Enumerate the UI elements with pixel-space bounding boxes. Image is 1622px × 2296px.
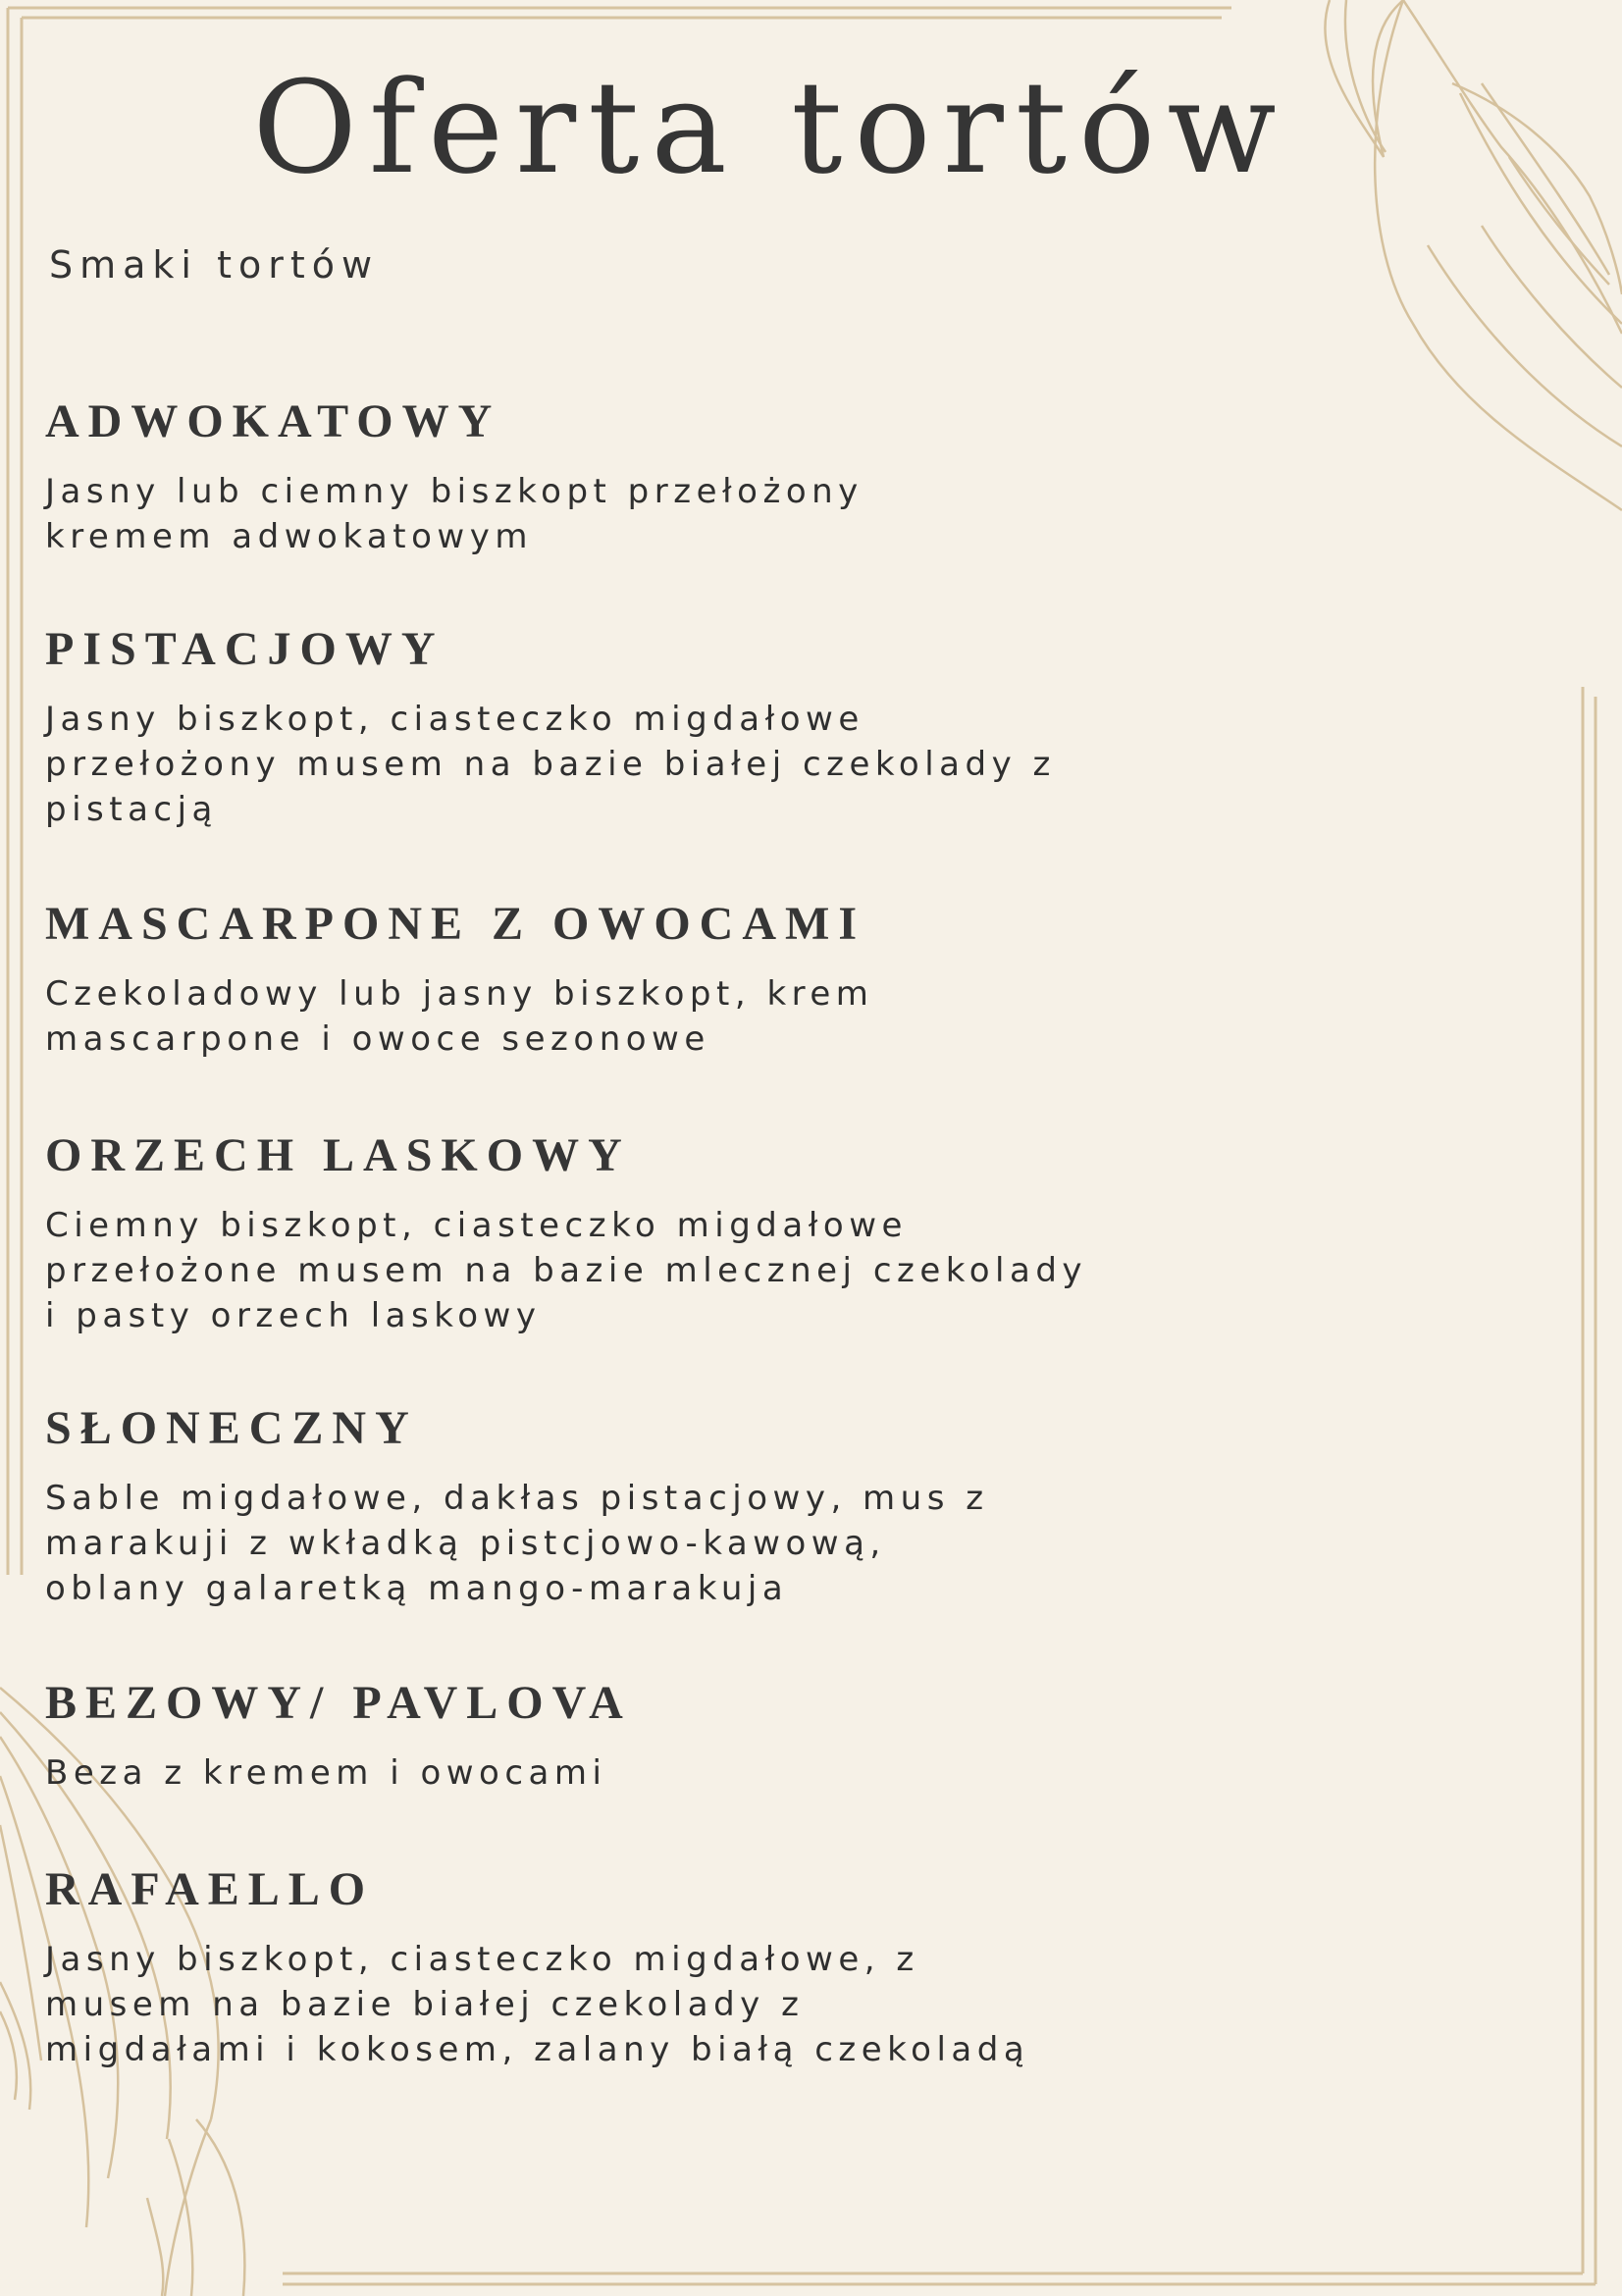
item-title: ADWOKATOWY [45,395,501,447]
menu-item [45,1126,1144,1338]
item-description: Beza z kremem i owocami [45,1753,607,1793]
menu-item [45,1860,1144,2072]
item-title: MASCARPONE Z OWOCAMI [45,898,865,950]
menu-item [45,1674,1144,1796]
item-description: Sable migdałowe, dakłas pistacjowy, mus z marakuji z wkładką pistcjowo-kawową, oblany galaretką mango-marakuja [45,1479,989,1608]
menu-item [45,1399,1144,1611]
item-description: Jasny lub ciemny biszkopt przełożony kremem adwokatowym [45,472,863,556]
item-title: SŁONECZNY [45,1402,418,1454]
item-description: Jasny biszkopt, ciasteczko migdałowe przełożony musem na bazie białej czekolady z pistacją [45,700,1056,829]
menu-item [45,392,1144,559]
section-subtitle: Smaki tortów [49,243,380,287]
item-title: BEZOWY/ PAVLOVA [45,1677,632,1729]
item-description: Ciemny biszkopt, ciasteczko migdałowe przełożone musem na bazie mlecznej czekolady i pasty orzech laskowy [45,1206,1088,1335]
item-title: ORZECH LASKOWY [45,1129,631,1181]
item-title: PISTACJOWY [45,623,445,675]
item-description: Czekoladowy lub jasny biszkopt, krem mascarpone i owoce sezonowe [45,974,874,1059]
page-title: Oferta tortów [252,53,1288,202]
menu-item [45,895,1144,1062]
menu-item [45,620,1144,832]
item-title: RAFAELLO [45,1863,375,1915]
item-description: Jasny biszkopt, ciasteczko migdałowe, z musem na bazie białej czekolady z migdałami i kokosem, zalany białą czekoladą [45,1940,1030,2069]
